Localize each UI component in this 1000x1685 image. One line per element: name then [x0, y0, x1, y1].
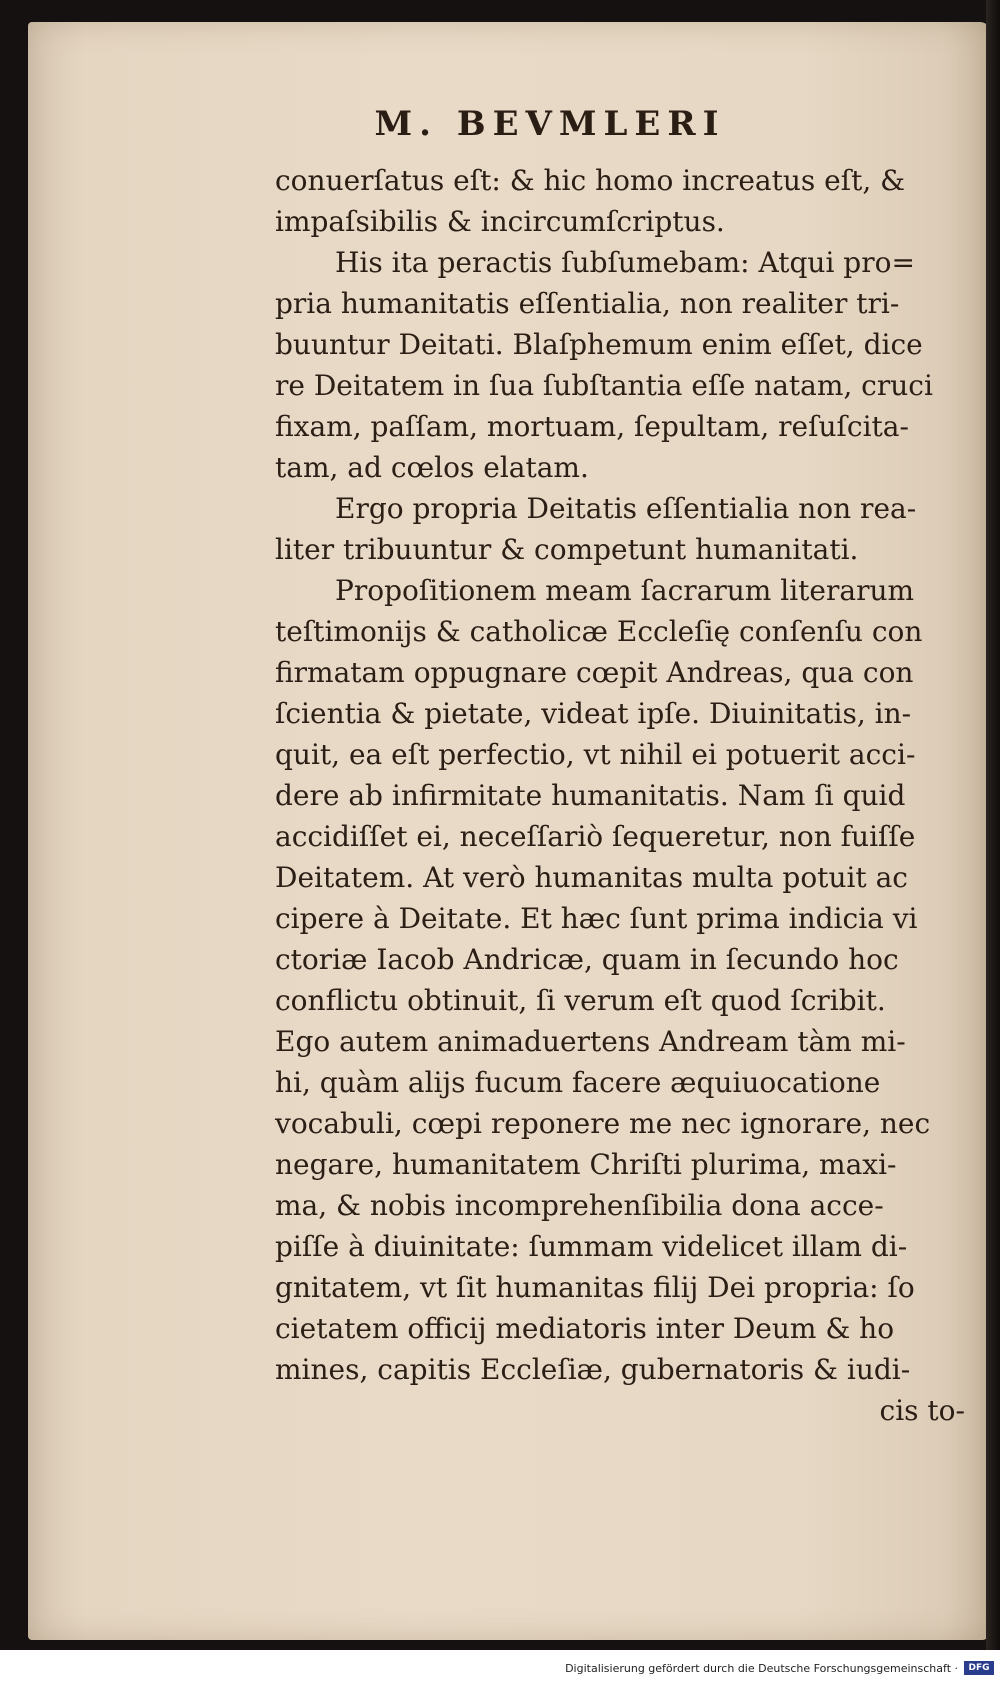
text-line: re Deitatem in ſua ſubſtantia eſſe natam, cruci: [275, 369, 933, 402]
text-line: buuntur Deitati. Blaſphemum enim eſſet, dice: [275, 328, 923, 361]
dfg-logo: DFG: [964, 1661, 994, 1675]
text-line: ſcientia & pietate, videat ipſe. Diuinitatis, in-: [275, 697, 912, 730]
text-line: vocabuli, cœpi reponere me nec ignorare, nec: [275, 1107, 931, 1140]
text-line: firmatam oppugnare cœpit Andreas, qua con: [275, 656, 914, 689]
text-line: Deitatem. At verò humanitas multa potuit ac: [275, 861, 908, 894]
text-line: piſſe à diuinitate: ſummam videlicet illam di-: [275, 1230, 908, 1263]
text-line: conuerſatus eſt: & hic homo increatus eſt, &: [275, 164, 906, 197]
text-line: tam, ad cœlos elatam.: [275, 451, 589, 484]
text-line: Propoſitionem meam ſacrarum literarum: [335, 574, 915, 607]
text-line: pria humanitatis eſſentialia, non realiter tri-: [275, 287, 900, 320]
text-line: hi, quàm alijs fucum facere æquiuocatione: [275, 1066, 881, 1099]
text-line: quit, ea eſt perfectio, vt nihil ei potuerit acci-: [275, 738, 916, 771]
text-line: Ergo propria Deitatis eſſentialia non rea-: [335, 492, 917, 525]
text-line: negare, humanitatem Chriſti plurima, maxi-: [275, 1148, 897, 1181]
text-line: impaſsibilis & incircumſcriptus.: [275, 205, 725, 238]
text-line: cis to-: [879, 1394, 965, 1427]
text-line: liter tribuuntur & competunt humanitati.: [275, 533, 859, 566]
text-line: cietatem officij mediatoris inter Deum & ho: [275, 1312, 895, 1345]
text-line: teſtimonijs & catholicæ Eccleſię conſenſu con: [275, 615, 923, 648]
text-line: ma, & nobis incomprehenſibilia dona acce-: [275, 1189, 884, 1222]
text-line: ctoriæ Iacob Andricæ, quam in ſecundo hoc: [275, 943, 899, 976]
book-edge: [986, 0, 1000, 1650]
page-body-text: [275, 160, 975, 1431]
text-line: fixam, paſſam, mortuam, ſepultam, reſuſcita-: [275, 410, 909, 443]
text-line: His ita peractis ſubſumebam: Atqui pro=: [335, 246, 915, 279]
text-line: Ego autem animaduertens Andream tàm mi-: [275, 1025, 906, 1058]
text-line: dere ab infirmitate humanitatis. Nam ſi quid: [275, 779, 906, 812]
text-line: mines, capitis Eccleſiæ, gubernatoris & iudi-: [275, 1353, 911, 1386]
text-line: cipere à Deitate. Et hæc ſunt prima indicia vi: [275, 902, 918, 935]
text-line: accidiſſet ei, neceſſariò ſequeretur, non fuiſſe: [275, 820, 916, 853]
footer-credit: Digitalisierung gefördert durch die Deutsche Forschungsgemeinschaft ·: [565, 1662, 958, 1675]
running-head: M. BEVMLERI: [374, 104, 726, 144]
text-line: conflictu obtinuit, ſi verum eſt quod ſcribit.: [275, 984, 886, 1017]
text-line: gnitatem, vt ſit humanitas filij Dei propria: ſo: [275, 1271, 915, 1304]
